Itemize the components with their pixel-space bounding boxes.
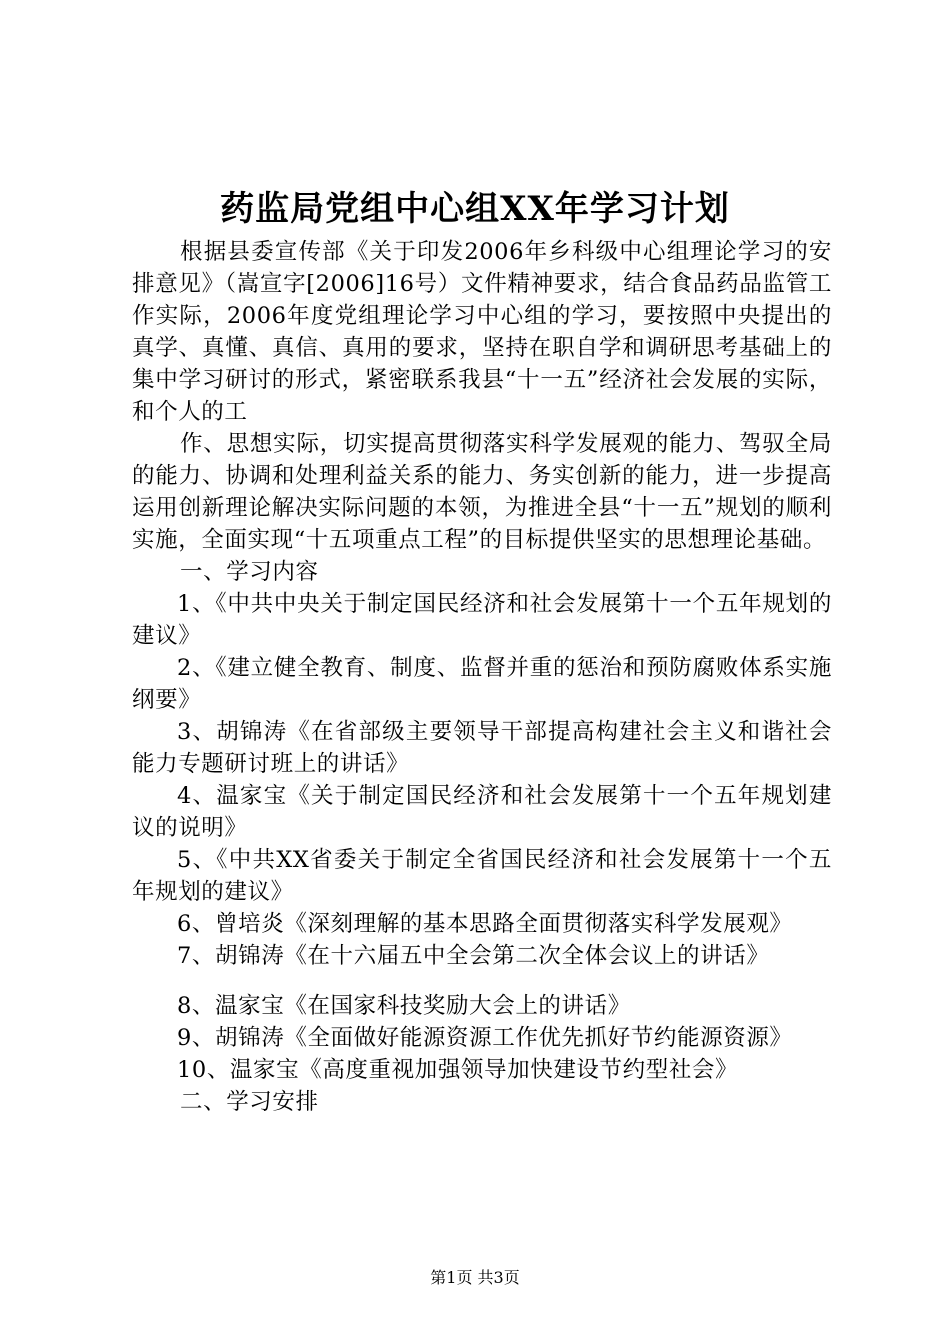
list-item: 4、温家宝《关于制定国民经济和社会发展第十一个五年规划建议的说明》 (132, 783, 832, 841)
list-item: 3、胡锦涛《在省部级主要领导干部提高构建社会主义和谐社会能力专题研讨班上的讲话》 (132, 719, 832, 777)
intro-paragraph-2: 作、思想实际，切实提高贯彻落实科学发展观的能力、驾驭全局的能力、协调和处理利益关系的能力、务实创新的能力，进一步提高运用创新理论解决实际问题的本领，为推进全县“十一五”规划的顺利实施，全面实现“十五项重点工程”的目标提供坚实的思想理论基础。 (132, 431, 832, 553)
list-item: 7、胡锦涛《在十六届五中全会第二次全体会议上的讲话》 (177, 943, 770, 969)
list-item: 5、《中共XX省委关于制定全省国民经济和社会发展第十一个五年规划的建议》 (132, 847, 832, 905)
list-item: 8、温家宝《在国家科技奖励大会上的讲话》 (177, 993, 631, 1019)
list-item: 9、胡锦涛《全面做好能源资源工作优先抓好节约能源资源》 (177, 1025, 793, 1051)
section-heading-content: 一、学习内容 (180, 559, 319, 585)
document-body (132, 236, 832, 1118)
page-footer: 第1页 共3页 (430, 1268, 520, 1287)
list-item: 2、《建立健全教育、制度、监督并重的惩治和预防腐败体系实施纲要》 (132, 655, 832, 713)
intro-paragraph-1: 根据县委宣传部《关于印发2006年乡科级中心组理论学习的安排意见》（嵩宣字[2006]16号）文件精神要求，结合食品药品监管工作实际，2006年度党组理论学习中心组的学习，要按照中央提出的真学、真懂、真信、真用的要求，坚持在职自学和调研思考基础上的集中学习研讨的形式，紧密联系我县“十一五”经济社会发展的实际，和个人的工 (132, 239, 832, 425)
document-title: 药监局党组中心组XX年学习计划 (220, 189, 730, 229)
section-heading-schedule: 二、学习安排 (180, 1089, 319, 1115)
list-item: 1、《中共中央关于制定国民经济和社会发展第十一个五年规划的建议》 (132, 591, 832, 649)
list-item: 10、温家宝《高度重视加强领导加快建设节约型社会》 (177, 1057, 739, 1083)
list-item: 6、曾培炎《深刻理解的基本思路全面贯彻落实科学发展观》 (177, 911, 793, 937)
